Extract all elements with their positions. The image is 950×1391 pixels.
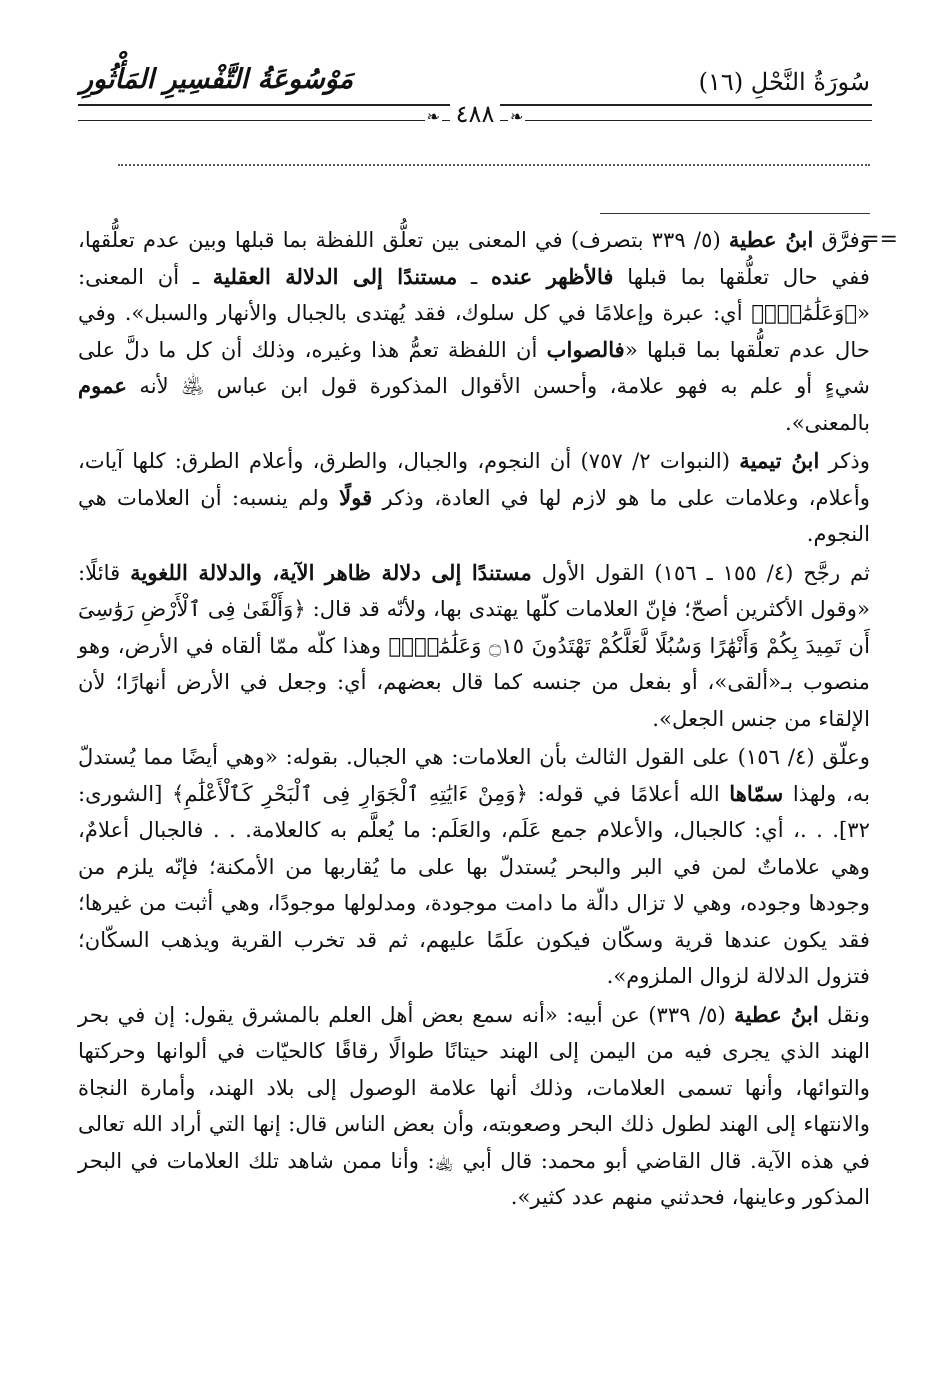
text-segment: وفرَّق bbox=[813, 227, 870, 252]
paragraph bbox=[78, 222, 870, 441]
book-title bbox=[80, 64, 353, 95]
footnote-rule bbox=[600, 213, 870, 214]
bold-phrase: فالأظهر عنده bbox=[490, 263, 614, 289]
text-segment: ثم رجَّح (٤/ ١٥٥ ـ ١٥٦) القول الأول bbox=[531, 559, 871, 585]
text-segment: وذكر bbox=[819, 448, 870, 473]
ornament-right-icon: ❧ bbox=[509, 107, 524, 126]
text-segment: ـ أن المعنى: «﴿وَعَلَٰمَٰتٍۚ﴾ أي: عبرة وإعلامًا في كل سلوك، فقد يُهتدى بالجبال والأنهار والسبل». وفي حال عدم تعلُّقها بما قبلها « bbox=[78, 263, 870, 362]
text-segment: ـ bbox=[457, 263, 491, 289]
bold-phrase: ابنُ عطية bbox=[734, 1001, 819, 1027]
page-number: ٤٨٨ bbox=[450, 100, 501, 128]
bold-phrase: فالصواب bbox=[546, 336, 625, 362]
footnote-continuation-marker: == bbox=[861, 227, 898, 252]
ornament-left-icon: ❧ bbox=[426, 107, 441, 126]
text-segment: ولم ينسبه: أن العلامات هي النجوم. bbox=[78, 484, 870, 546]
bold-phrase: مستندًا إلى دلالة ظاهر الآية، والدلالة اللغوية bbox=[130, 559, 532, 585]
bold-phrase: مستندًا إلى الدلالة العقلية bbox=[212, 263, 458, 289]
paragraph bbox=[78, 739, 870, 995]
dotted-separator bbox=[118, 164, 870, 166]
paragraph bbox=[78, 555, 870, 738]
page-number-block bbox=[0, 100, 950, 128]
bold-phrase: قولًا bbox=[339, 484, 373, 510]
bold-phrase: عموم bbox=[78, 373, 127, 398]
surah-title: سُورَةُ النَّحْلِ (١٦) bbox=[698, 68, 870, 96]
text-segment: قائلًا: «وقول الأكثرين أصحّ؛ فإنّ العلامات كلّها يهتدى بها، ولأنّه قد قال: ﴿وَأَلْقَىٰ فِى ٱلْأَرْضِ رَوَٰسِىَ أَن تَمِيدَ بِكُمْ وَأَنْهَٰرًا وَسُبُلًا لَّعَلَّكُمْ تَهْتَدُونَ ۝١٥ وَعَلَٰمَٰتٍۚ﴾ وهذا كلّه ممّا ألقاه في الأرض، وهو منصوب بـ«ألقى»، أو بفعل من جنسه كما قال بعضهم، أي: وجعل في الأرض أنهارًا؛ لأن الإلقاء من جنس الجعل». bbox=[78, 559, 871, 731]
bold-phrase: سمّاها bbox=[729, 780, 784, 806]
paragraph bbox=[78, 443, 870, 553]
text-segment: أن اللفظة تعمُّ هذا وغيره، وذلك أن كل ما دلَّ على شيءٍ أو علم به فهو علامة، وأحسن الأقوال المذكورة قول ابن عباس ﵁ لأنه bbox=[78, 336, 870, 398]
text-segment: الله أعلامًا في قوله: ﴿وَمِنْ ءَايَٰتِهِ ٱلْجَوَارِ فِى ٱلْبَحْرِ كَٱلْأَعْلَٰمِ﴾ [الشورى: ٣٢]. . .، أي: كالجبال، والأعلام جمع عَلَم، والعَلَم: ما يُعلَّم به كالعلامة. . . فالجبال أعلامٌ، وهي علاماتٌ لمن في البر والبحر يُستدلّ بها على ما يُقاربها من الأمكنة؛ فإنّه يلزم من وجودها وجوده، وهي لا تزال دالّة ما دامت موجودة، ومدلولها موجودًا، وهي أثبت من غيرها؛ فقد يكون عندها قرية وسكّان فيكون علَمًا عليهم، ثم قد تخرب القرية ويذهب السكّان؛ فتزول الدلالة لزوال الملزوم». bbox=[78, 780, 870, 988]
footnote-text bbox=[78, 222, 870, 1218]
text-segment: (٥/ ٣٣٩) عن أبيه: «أنه سمع بعض أهل العلم بالمشرق يقول: إن في بحر الهند الذي يجرى فيه من اليمن إلى الهند حيتانًا طوالًا رقاقًا كالحيّات في ألوانها وحركتها والتوائها، وأنها تسمى العلامات، وذلك أنها علامة الوصول إلى بلاد الهند، وأمارة النجاة والانتهاء إلى الهند لطول ذلك البحر وصعوبته، وأن بعض الناس قال: إنها التي أراد الله تعالى في هذه الآية. قال القاضي أبو محمد: قال أبي ﵀: وأنا ممن شاهد تلك العلامات في البحر المذكور وعاينها، فحدثني منهم عدد كثير». bbox=[78, 1001, 870, 1209]
text-segment: (النبوات ٢/ ٧٥٧) أن النجوم، والجبال، والطرق، وأعلام الطرق: كلها آيات، وأعلام، وعلامات على ما هو لازم لها في العادة، وذكر bbox=[78, 448, 871, 510]
bold-phrase: ابنُ تيمية bbox=[739, 448, 820, 473]
text-segment: (٥/ ٣٣٩ بتصرف) في المعنى بين تعلُّق اللفظة بما قبلها وبين عدم تعلُّقها، ففي حال تعلُّقها بما قبلها bbox=[78, 227, 870, 289]
text-segment: ونقل bbox=[818, 1001, 870, 1027]
book-title-text: مَوْسُوعَةُ التَّفْسِيرِ المَأْثُورِ bbox=[80, 64, 354, 95]
paragraph bbox=[78, 997, 870, 1216]
text-segment: وعلّق (٤/ ١٥٦) على القول الثالث بأن العلامات: هي الجبال. بقوله: «وهي أيضًا مما يُستدلّ به، ولهذا bbox=[78, 744, 870, 806]
text-segment: بالمعنى». bbox=[784, 409, 870, 435]
bold-phrase: ابنُ عطية bbox=[728, 227, 814, 252]
